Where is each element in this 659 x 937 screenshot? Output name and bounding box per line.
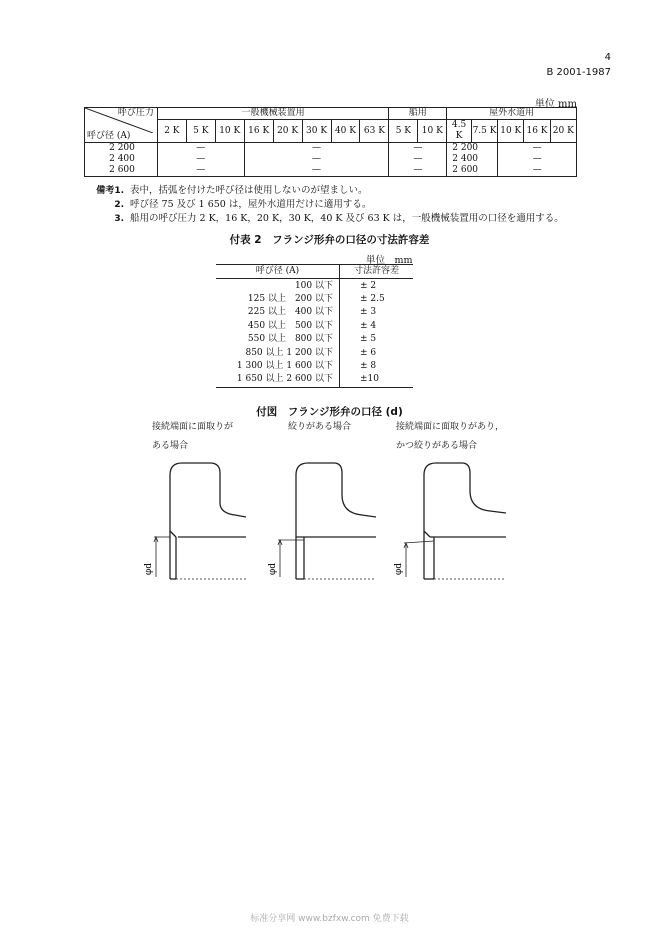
table2-title: 付表 2 フランジ形弁の口径の寸法許容差	[229, 234, 430, 246]
group-waterworks: 屋外水道用	[447, 108, 577, 120]
pressure-col: 10 K	[215, 120, 244, 143]
table1-unit: 単位 mm	[534, 99, 577, 110]
corner-pressure-label: 呼び圧力	[117, 108, 154, 118]
pressure-col: 40 K	[331, 120, 360, 143]
note-item	[84, 184, 564, 198]
table1-corner	[85, 108, 158, 143]
notes	[84, 184, 564, 226]
caption-line: 接続端面に面取りが	[152, 422, 234, 432]
cell-value: —	[244, 165, 389, 177]
pressure-col: 63 K	[360, 120, 389, 143]
pressure-col: 20 K	[273, 120, 302, 143]
cell-value: —	[157, 165, 244, 177]
pressure-col: 4.5 K	[447, 120, 472, 143]
tolerance-cell: ±10	[340, 373, 414, 387]
table-row	[216, 279, 413, 293]
table-row	[85, 143, 577, 155]
table-row	[85, 154, 577, 165]
table2-header: 呼び径 (A)	[216, 265, 340, 279]
note-number: 2.	[114, 200, 124, 210]
tolerance-cell: ± 6	[360, 347, 377, 358]
pressure-col: 7.5 K	[471, 120, 497, 143]
group-general: 一般機械装置用	[157, 108, 389, 120]
note-number: 3.	[114, 214, 124, 224]
note-text: 呼び径 75 及び 1 650 は，屋外水道用だけに適用する。	[130, 199, 372, 210]
note-item	[84, 212, 564, 226]
caption-line: ある場合	[152, 441, 189, 451]
cell-value: —	[389, 165, 447, 177]
dimension-label: φd	[268, 562, 278, 575]
cell-value: —	[157, 154, 244, 165]
cell-value: —	[389, 154, 447, 165]
cell-value: —	[498, 165, 577, 177]
caption-line: 絞りがある場合	[288, 422, 352, 432]
table-row	[216, 306, 413, 319]
table-row	[216, 360, 413, 373]
tolerance-cell: ± 3	[360, 307, 377, 318]
group-marine: 船用	[389, 108, 447, 120]
tolerance-cell: ± 5	[360, 334, 377, 345]
pressure-col: 20 K	[550, 120, 576, 143]
page-number: 4	[604, 52, 611, 63]
nominal-diameter: 2 600	[85, 165, 158, 177]
pressure-col: 10 K	[498, 120, 524, 143]
caption-line: 接続端面に面取りがあり，	[396, 422, 505, 432]
range-cell: 1 300 以上 1 600 以下	[216, 360, 340, 373]
range-cell: 1 650 以上 2 600 以下	[216, 373, 340, 387]
flange-drawing-throat	[264, 455, 394, 585]
table2-header: 寸法許容差	[340, 265, 414, 279]
caption-line: かつ絞りがある場合	[396, 441, 478, 451]
table-row	[216, 293, 413, 306]
note-item	[84, 198, 564, 212]
table2-unit: 単位 mm	[366, 255, 413, 266]
cell-value: 2 400	[447, 154, 498, 165]
cell-value: —	[498, 143, 577, 155]
range-cell: 550 以上 800 以下	[216, 333, 340, 346]
table-row	[216, 373, 413, 387]
range-cell: 850 以上 1 200 以下	[216, 346, 340, 359]
table-row	[216, 346, 413, 359]
tolerance-cell: ± 8	[360, 360, 377, 371]
tolerance-cell: ± 2	[360, 280, 377, 291]
tolerance-cell: ± 4	[360, 320, 377, 331]
note-text: 表中，括弧を付けた呼び径は使用しないのが望ましい。	[130, 185, 368, 196]
corner-diameter-label: 呼び径 (A)	[87, 131, 131, 141]
pressure-col: 16 K	[244, 120, 273, 143]
tolerance-cell: ± 2.5	[360, 293, 385, 304]
note-text: 船用の呼び圧力 2 K，16 K，20 K，30 K，40 K 及び 63 K は，一般機械装置用の口径を適用する。	[130, 213, 564, 224]
standard-number: B 2001-1987	[546, 67, 611, 78]
table-row	[216, 333, 413, 346]
footer-watermark: 标准分享网 www.bzfxw.com 免费下载	[250, 914, 409, 924]
table-row	[85, 165, 577, 177]
cell-value: —	[498, 154, 577, 165]
table-row	[216, 320, 413, 333]
pressure-col: 5 K	[186, 120, 215, 143]
figure-caption-1	[152, 418, 233, 456]
note-number: 1.	[114, 186, 124, 196]
pressure-col: 2 K	[157, 120, 186, 143]
pressure-col: 30 K	[302, 120, 331, 143]
figure-title: 付図 フランジ形弁の口径 (d)	[256, 406, 403, 418]
range-cell: 100 以下	[216, 279, 340, 293]
cell-value: 2 200	[447, 143, 498, 155]
cell-value: —	[244, 143, 389, 155]
range-cell: 225 以上 400 以下	[216, 306, 340, 319]
pressure-col: 16 K	[524, 120, 550, 143]
cell-value: —	[389, 143, 447, 155]
table2	[216, 264, 413, 388]
pressure-col: 5 K	[389, 120, 418, 143]
cell-value: 2 600	[447, 165, 498, 177]
nominal-diameter: 2 200	[85, 143, 158, 155]
cell-value: —	[244, 154, 389, 165]
cell-value: —	[157, 143, 244, 155]
dimension-label: φd	[144, 562, 154, 575]
figure-caption-3	[396, 418, 504, 456]
notes-label: 備考	[96, 186, 115, 196]
pressure-col: 10 K	[418, 120, 447, 143]
flange-drawing-chamfer-throat	[390, 455, 520, 585]
nominal-diameter: 2 400	[85, 154, 158, 165]
figure-caption-2	[288, 418, 351, 437]
table1	[84, 107, 577, 177]
dimension-label: φd	[394, 562, 404, 575]
range-cell: 125 以上 200 以下	[216, 293, 340, 306]
range-cell: 450 以上 500 以下	[216, 320, 340, 333]
flange-drawing-chamfer	[140, 455, 260, 585]
